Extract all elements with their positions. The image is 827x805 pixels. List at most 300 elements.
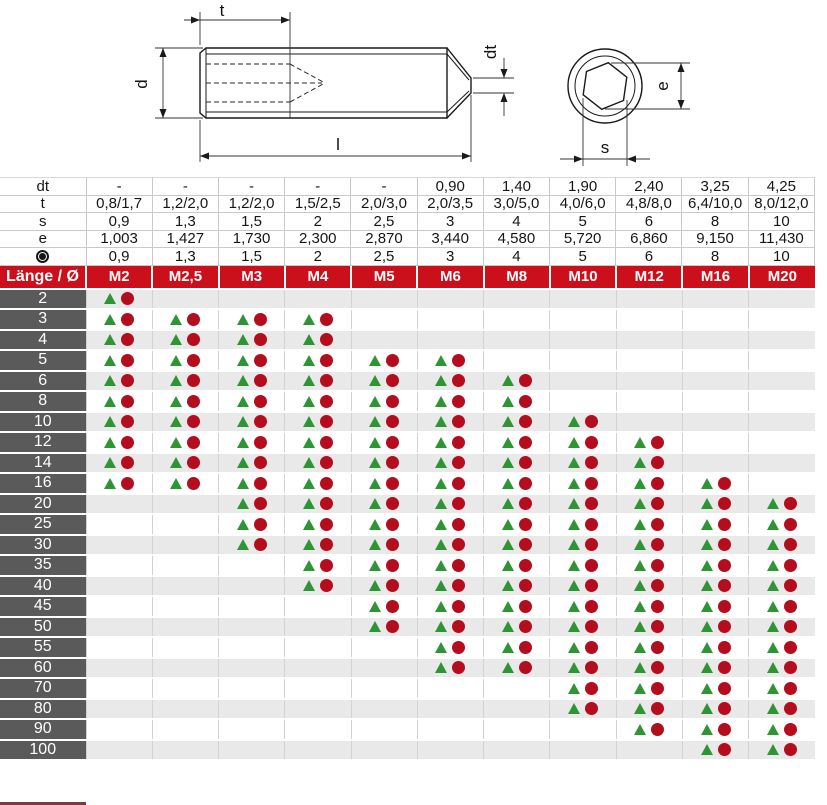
availability-cell: [152, 678, 218, 699]
availability-cell: [285, 514, 351, 535]
length-row: [0, 391, 815, 412]
availability-cell: [417, 535, 483, 556]
availability-cell: [219, 699, 285, 720]
dim-value-cell: 3,25: [682, 178, 748, 196]
availability-cell: [285, 494, 351, 515]
circle-icon: [585, 518, 598, 531]
circle-icon: [519, 395, 532, 408]
triangle-icon: [104, 437, 116, 448]
availability-markers: [418, 600, 483, 613]
availability-cell: [152, 391, 218, 412]
availability-cell: [749, 740, 815, 761]
length-row-label: 80: [0, 699, 86, 720]
availability-markers: [749, 600, 815, 613]
availability-markers: [749, 682, 815, 695]
triangle-icon: [369, 355, 381, 366]
size-column-header: M3: [219, 266, 285, 289]
end-view-drawing: [568, 49, 642, 123]
availability-cell: [351, 432, 417, 453]
availability-cell: [152, 658, 218, 679]
dim-value-cell: 1,3: [152, 248, 218, 266]
availability-markers: [683, 641, 748, 654]
triangle-icon: [767, 519, 779, 530]
end-view-dimensions: [560, 63, 690, 166]
availability-markers: [219, 313, 284, 326]
availability-markers: [285, 333, 350, 346]
circle-icon: [187, 456, 200, 469]
availability-cell: [417, 699, 483, 720]
availability-markers: [484, 600, 549, 613]
side-view-dimensions: [155, 12, 514, 162]
availability-cell: [351, 494, 417, 515]
availability-markers: [484, 395, 549, 408]
availability-markers: [484, 559, 549, 572]
length-row: [0, 330, 815, 351]
triangle-icon: [435, 355, 447, 366]
availability-markers: [749, 661, 815, 674]
availability-cell: [682, 658, 748, 679]
availability-cell: [749, 617, 815, 638]
availability-cell: [86, 371, 152, 392]
availability-cell: [219, 658, 285, 679]
dim-value-cell: 6: [616, 248, 682, 266]
availability-cell: [550, 678, 616, 699]
dim-row: [0, 230, 815, 248]
triangle-icon: [237, 334, 249, 345]
length-row-label: 20: [0, 494, 86, 515]
triangle-icon: [104, 375, 116, 386]
triangle-icon: [435, 478, 447, 489]
dim-value-cell: 2: [285, 213, 351, 231]
circle-icon: [718, 497, 731, 510]
circle-icon: [187, 436, 200, 449]
circle-icon: [585, 682, 598, 695]
dim-label-s: s: [600, 138, 610, 157]
dim-label-d: d: [132, 79, 151, 89]
availability-markers: [285, 497, 350, 510]
availability-markers: [550, 436, 615, 449]
length-row: [0, 576, 815, 597]
triangle-icon: [502, 498, 514, 509]
availability-cell: [417, 678, 483, 699]
availability-cell: [152, 494, 218, 515]
availability-cell: [152, 412, 218, 433]
dim-value-cell: 1,5/2,5: [285, 195, 351, 213]
dim-value-cell: 0,9: [86, 248, 152, 266]
availability-cell: [417, 432, 483, 453]
triangle-icon: [634, 621, 646, 632]
availability-markers: [617, 682, 682, 695]
availability-cell: [484, 719, 550, 740]
circle-icon: [187, 477, 200, 490]
availability-cell: [550, 699, 616, 720]
availability-cell: [285, 453, 351, 474]
availability-markers: [153, 395, 218, 408]
triangle-icon: [369, 580, 381, 591]
triangle-icon: [303, 560, 315, 571]
triangle-icon: [701, 744, 713, 755]
availability-cell: [152, 473, 218, 494]
availability-table-header: [0, 266, 815, 289]
triangle-icon: [170, 375, 182, 386]
circle-icon: [121, 477, 134, 490]
availability-cell: [550, 473, 616, 494]
availability-cell: [86, 309, 152, 330]
triangle-icon: [634, 724, 646, 735]
triangle-icon: [634, 539, 646, 550]
availability-cell: [484, 289, 550, 310]
triangle-icon: [369, 498, 381, 509]
availability-cell: [351, 596, 417, 617]
circle-icon: [254, 518, 267, 531]
circle-icon: [386, 559, 399, 572]
circle-icon: [320, 333, 333, 346]
availability-cell: [86, 596, 152, 617]
availability-cell: [285, 432, 351, 453]
triangle-icon: [634, 683, 646, 694]
availability-cell: [417, 637, 483, 658]
circle-icon: [718, 723, 731, 736]
dim-value-cell: 2,5: [351, 248, 417, 266]
circle-icon: [784, 600, 797, 613]
circle-icon: [254, 538, 267, 551]
availability-cell: [682, 740, 748, 761]
circle-icon: [784, 518, 797, 531]
circle-icon: [386, 415, 399, 428]
fisheye-icon: [36, 250, 49, 263]
availability-cell: [152, 596, 218, 617]
triangle-icon: [170, 314, 182, 325]
availability-markers: [219, 374, 284, 387]
availability-cell: [351, 371, 417, 392]
availability-cell: [749, 535, 815, 556]
availability-markers: [418, 456, 483, 469]
length-row-label: 45: [0, 596, 86, 617]
availability-cell: [484, 617, 550, 638]
triangle-icon: [568, 601, 580, 612]
availability-table: [0, 266, 815, 762]
availability-cell: [152, 699, 218, 720]
triangle-icon: [767, 683, 779, 694]
availability-cell: [219, 719, 285, 740]
availability-cell: [616, 494, 682, 515]
availability-markers: [617, 702, 682, 715]
availability-markers: [285, 374, 350, 387]
availability-cell: [682, 494, 748, 515]
availability-markers: [617, 723, 682, 736]
circle-icon: [187, 313, 200, 326]
triangle-icon: [701, 601, 713, 612]
availability-markers: [418, 436, 483, 449]
length-row-label: 3: [0, 309, 86, 330]
availability-markers: [87, 477, 152, 490]
availability-markers: [352, 395, 417, 408]
dim-row: [0, 195, 815, 213]
triangle-icon: [369, 621, 381, 632]
triangle-icon: [568, 621, 580, 632]
triangle-icon: [435, 621, 447, 632]
triangle-icon: [435, 519, 447, 530]
availability-markers: [87, 313, 152, 326]
triangle-icon: [435, 498, 447, 509]
circle-icon: [121, 292, 134, 305]
availability-markers: [683, 559, 748, 572]
circle-icon: [187, 333, 200, 346]
availability-cell: [219, 432, 285, 453]
availability-markers: [153, 415, 218, 428]
circle-icon: [320, 579, 333, 592]
availability-cell: [219, 309, 285, 330]
availability-markers: [219, 395, 284, 408]
dim-value-cell: -: [86, 178, 152, 196]
length-row: [0, 740, 815, 761]
triangle-icon: [237, 478, 249, 489]
availability-cell: [749, 494, 815, 515]
availability-cell: [749, 330, 815, 351]
availability-cell: [484, 412, 550, 433]
availability-cell: [682, 330, 748, 351]
availability-cell: [484, 309, 550, 330]
triangle-icon: [237, 416, 249, 427]
length-row-label: 25: [0, 514, 86, 535]
dim-row-label: t: [0, 195, 86, 213]
availability-cell: [285, 740, 351, 761]
circle-icon: [585, 600, 598, 613]
length-row-label: 35: [0, 555, 86, 576]
availability-cell: [86, 678, 152, 699]
triangle-icon: [170, 437, 182, 448]
circle-icon: [651, 723, 664, 736]
length-row: [0, 637, 815, 658]
availability-cell: [616, 514, 682, 535]
circle-icon: [386, 374, 399, 387]
circle-icon: [254, 374, 267, 387]
availability-cell: [285, 309, 351, 330]
circle-icon: [651, 600, 664, 613]
length-row: [0, 473, 815, 494]
availability-cell: [484, 637, 550, 658]
availability-cell: [417, 371, 483, 392]
circle-icon: [121, 395, 134, 408]
availability-cell: [616, 576, 682, 597]
circle-icon: [718, 477, 731, 490]
availability-markers: [418, 497, 483, 510]
matrix-corner-header: Länge / Ø: [0, 266, 86, 289]
availability-cell: [749, 678, 815, 699]
availability-markers: [749, 702, 815, 715]
availability-markers: [352, 579, 417, 592]
availability-markers: [484, 579, 549, 592]
length-row-label: 6: [0, 371, 86, 392]
circle-icon: [651, 538, 664, 551]
triangle-icon: [303, 314, 315, 325]
triangle-icon: [701, 662, 713, 673]
circle-icon: [452, 559, 465, 572]
availability-cell: [417, 719, 483, 740]
circle-icon: [254, 497, 267, 510]
circle-icon: [718, 702, 731, 715]
dim-row-label: s: [0, 213, 86, 231]
availability-markers: [683, 702, 748, 715]
circle-icon: [651, 436, 664, 449]
dim-value-cell: 8: [682, 213, 748, 231]
dim-value-cell: 4,25: [748, 178, 814, 196]
availability-cell: [152, 740, 218, 761]
availability-markers: [352, 354, 417, 367]
triangle-icon: [701, 498, 713, 509]
availability-markers: [418, 579, 483, 592]
availability-cell: [682, 453, 748, 474]
triangle-icon: [303, 334, 315, 345]
availability-markers: [683, 620, 748, 633]
availability-markers: [87, 292, 152, 305]
dim-value-cell: 3,440: [417, 230, 483, 248]
dimensions-table-body: [0, 178, 815, 266]
availability-cell: [550, 289, 616, 310]
availability-cell: [682, 678, 748, 699]
availability-cell: [417, 350, 483, 371]
circle-icon: [320, 477, 333, 490]
availability-markers: [219, 538, 284, 551]
side-view-arrowheads: [160, 17, 508, 160]
availability-markers: [484, 456, 549, 469]
triangle-icon: [104, 396, 116, 407]
availability-cell: [86, 453, 152, 474]
length-row-label: 12: [0, 432, 86, 453]
availability-markers: [749, 620, 815, 633]
availability-cell: [351, 453, 417, 474]
circle-icon: [519, 497, 532, 510]
dim-value-cell: 0,8/1,7: [86, 195, 152, 213]
availability-markers: [285, 518, 350, 531]
dim-value-cell: 1,003: [86, 230, 152, 248]
availability-markers: [418, 477, 483, 490]
size-column-header: M2: [86, 266, 152, 289]
triangle-icon: [568, 519, 580, 530]
length-row: [0, 678, 815, 699]
dim-label-e: e: [653, 81, 672, 91]
triangle-icon: [369, 519, 381, 530]
availability-markers: [153, 456, 218, 469]
length-row: [0, 596, 815, 617]
availability-markers: [87, 395, 152, 408]
availability-markers: [617, 497, 682, 510]
length-row: [0, 412, 815, 433]
availability-cell: [484, 391, 550, 412]
availability-markers: [153, 354, 218, 367]
availability-cell: [749, 699, 815, 720]
availability-markers: [418, 538, 483, 551]
availability-markers: [683, 723, 748, 736]
availability-cell: [749, 514, 815, 535]
dim-label-l: l: [336, 135, 340, 154]
availability-cell: [285, 473, 351, 494]
availability-markers: [87, 354, 152, 367]
availability-markers: [617, 620, 682, 633]
availability-cell: [484, 350, 550, 371]
circle-icon: [519, 600, 532, 613]
availability-markers: [617, 518, 682, 531]
availability-cell: [219, 453, 285, 474]
availability-cell: [219, 576, 285, 597]
availability-cell: [285, 678, 351, 699]
availability-cell: [351, 576, 417, 597]
circle-icon: [320, 436, 333, 449]
dim-value-cell: -: [351, 178, 417, 196]
triangle-icon: [303, 396, 315, 407]
circle-icon: [519, 641, 532, 654]
availability-markers: [749, 579, 815, 592]
availability-cell: [616, 453, 682, 474]
triangle-icon: [237, 314, 249, 325]
circle-icon: [651, 559, 664, 572]
circle-icon: [121, 354, 134, 367]
triangle-icon: [435, 416, 447, 427]
circle-icon: [784, 620, 797, 633]
availability-cell: [219, 412, 285, 433]
circle-icon: [519, 436, 532, 449]
circle-icon: [320, 313, 333, 326]
availability-cell: [484, 740, 550, 761]
availability-cell: [152, 330, 218, 351]
dim-row: [0, 213, 815, 231]
availability-cell: [616, 432, 682, 453]
triangle-icon: [170, 334, 182, 345]
availability-cell: [285, 535, 351, 556]
triangle-icon: [701, 621, 713, 632]
circle-icon: [651, 641, 664, 654]
availability-cell: [351, 719, 417, 740]
availability-markers: [153, 477, 218, 490]
availability-cell: [86, 412, 152, 433]
availability-cell: [86, 432, 152, 453]
triangle-icon: [435, 662, 447, 673]
triangle-icon: [502, 416, 514, 427]
availability-cell: [550, 309, 616, 330]
availability-markers: [87, 415, 152, 428]
availability-cell: [351, 637, 417, 658]
availability-markers: [617, 661, 682, 674]
availability-cell: [285, 658, 351, 679]
triangle-icon: [303, 355, 315, 366]
availability-cell: [351, 535, 417, 556]
availability-markers: [418, 374, 483, 387]
availability-markers: [219, 497, 284, 510]
circle-icon: [718, 538, 731, 551]
dim-value-cell: 1,730: [218, 230, 284, 248]
availability-markers: [749, 538, 815, 551]
dim-value-cell: 10: [748, 248, 814, 266]
triangle-icon: [767, 744, 779, 755]
availability-cell: [417, 658, 483, 679]
size-column-header: M4: [285, 266, 351, 289]
availability-cell: [86, 719, 152, 740]
availability-cell: [285, 412, 351, 433]
availability-markers: [219, 415, 284, 428]
dim-value-cell: 1,2/2,0: [152, 195, 218, 213]
dim-value-cell: 4,580: [483, 230, 549, 248]
dim-value-cell: 2,870: [351, 230, 417, 248]
availability-markers: [683, 518, 748, 531]
availability-cell: [616, 371, 682, 392]
triangle-icon: [303, 457, 315, 468]
availability-cell: [152, 350, 218, 371]
circle-icon: [320, 415, 333, 428]
circle-icon: [452, 620, 465, 633]
dim-value-cell: 2,0/3,5: [417, 195, 483, 213]
availability-markers: [484, 641, 549, 654]
size-column-header: M8: [484, 266, 550, 289]
